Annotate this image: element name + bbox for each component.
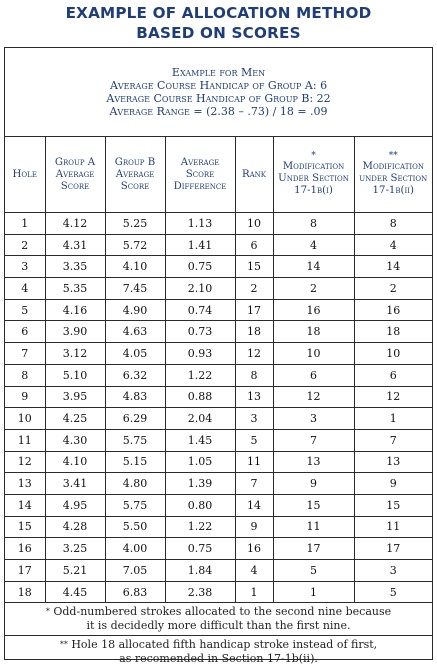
cell-group-b: 6.32 — [105, 364, 165, 386]
cell-group-b: 5.50 — [105, 516, 165, 538]
cell-mod1: 15 — [273, 494, 354, 516]
cell-mod2: 15 — [354, 494, 432, 516]
cell-mod1: 17 — [273, 538, 354, 560]
example-box — [5, 48, 432, 137]
cell-group-a: 4.28 — [45, 516, 105, 538]
cell-group-a: 3.41 — [45, 473, 105, 495]
cell-mod2: 14 — [354, 256, 432, 278]
example-group-b: Average Course Handicap of Group B: 22 — [106, 92, 331, 105]
title-line-1: EXAMPLE OF ALLOCATION METHOD — [65, 4, 372, 22]
cell-group-b: 4.10 — [105, 256, 165, 278]
cell-mod1: 9 — [273, 473, 354, 495]
cell-mod2: 16 — [354, 299, 432, 321]
cell-mod1: 18 — [273, 321, 354, 343]
cell-rank: 6 — [235, 234, 273, 256]
cell-rank: 9 — [235, 516, 273, 538]
cell-mod2: 18 — [354, 321, 432, 343]
header-mod2 — [354, 137, 432, 213]
cell-rank: 1 — [235, 581, 273, 603]
cell-rank: 7 — [235, 473, 273, 495]
footnote-2-mark: ** — [59, 640, 68, 650]
cell-hole: 14 — [5, 494, 45, 516]
cell-group-a: 3.90 — [45, 321, 105, 343]
header-group-a: Group A Average Score — [45, 137, 105, 213]
cell-group-b: 4.80 — [105, 473, 165, 495]
cell-rank: 5 — [235, 429, 273, 451]
cell-mod1: 7 — [273, 429, 354, 451]
cell-rank: 2 — [235, 278, 273, 300]
cell-difference: 0.74 — [165, 299, 235, 321]
cell-mod2: 17 — [354, 538, 432, 560]
cell-group-b: 5.75 — [105, 429, 165, 451]
cell-group-a: 3.95 — [45, 386, 105, 408]
footnote-1-mark: * — [45, 607, 50, 617]
cell-rank: 18 — [235, 321, 273, 343]
header-mod2-label: Modification under Section 17-1b(ii) — [359, 161, 428, 196]
cell-group-b: 4.63 — [105, 321, 165, 343]
cell-group-a: 4.12 — [45, 213, 105, 235]
cell-difference: 0.93 — [165, 343, 235, 365]
cell-rank: 12 — [235, 343, 273, 365]
header-hole: Hole — [5, 137, 45, 213]
cell-group-a: 3.35 — [45, 256, 105, 278]
allocation-table-frame — [4, 47, 433, 666]
cell-hole: 6 — [5, 321, 45, 343]
table-row — [5, 256, 432, 278]
document-title — [0, 3, 437, 43]
header-mod1 — [273, 137, 354, 213]
cell-group-a: 4.31 — [45, 234, 105, 256]
cell-group-a: 5.21 — [45, 560, 105, 582]
cell-hole: 7 — [5, 343, 45, 365]
cell-mod2: 1 — [354, 408, 432, 430]
cell-group-b: 5.15 — [105, 451, 165, 473]
table-row — [5, 581, 432, 603]
cell-group-b: 5.25 — [105, 213, 165, 235]
table-row — [5, 516, 432, 538]
cell-rank: 8 — [235, 364, 273, 386]
cell-mod1: 14 — [273, 256, 354, 278]
cell-mod1: 5 — [273, 560, 354, 582]
cell-rank: 10 — [235, 213, 273, 235]
cell-difference: 1.13 — [165, 213, 235, 235]
cell-difference: 2.04 — [165, 408, 235, 430]
table-row — [5, 429, 432, 451]
cell-mod2: 12 — [354, 386, 432, 408]
cell-mod1: 2 — [273, 278, 354, 300]
cell-mod2: 5 — [354, 581, 432, 603]
table-row — [5, 560, 432, 582]
cell-mod2: 6 — [354, 364, 432, 386]
cell-hole: 15 — [5, 516, 45, 538]
cell-mod1: 12 — [273, 386, 354, 408]
cell-mod1: 11 — [273, 516, 354, 538]
cell-rank: 13 — [235, 386, 273, 408]
cell-mod1: 4 — [273, 234, 354, 256]
cell-group-b: 4.90 — [105, 299, 165, 321]
cell-hole: 5 — [5, 299, 45, 321]
cell-difference: 0.88 — [165, 386, 235, 408]
footnote-2 — [5, 636, 432, 668]
cell-mod2: 10 — [354, 343, 432, 365]
table-row — [5, 213, 432, 235]
cell-group-a: 4.30 — [45, 429, 105, 451]
cell-difference: 1.45 — [165, 429, 235, 451]
cell-group-b: 5.72 — [105, 234, 165, 256]
cell-difference: 0.80 — [165, 494, 235, 516]
header-mod1-mark: * — [311, 151, 316, 161]
cell-mod1: 16 — [273, 299, 354, 321]
header-mod2-mark: ** — [388, 151, 398, 161]
cell-group-b: 7.45 — [105, 278, 165, 300]
example-heading: Example for Men — [171, 66, 266, 79]
cell-group-a: 4.95 — [45, 494, 105, 516]
cell-group-b: 4.00 — [105, 538, 165, 560]
header-rank: Rank — [235, 137, 273, 213]
cell-mod1: 3 — [273, 408, 354, 430]
cell-mod2: 9 — [354, 473, 432, 495]
cell-hole: 1 — [5, 213, 45, 235]
cell-group-b: 6.83 — [105, 581, 165, 603]
cell-group-b: 5.75 — [105, 494, 165, 516]
footnote-1-line-1: Odd-numbered strokes allocated to the second nine because — [53, 605, 392, 619]
table-row — [5, 299, 432, 321]
title-line-2: BASED ON SCORES — [136, 24, 301, 42]
cell-hole: 4 — [5, 278, 45, 300]
table-row — [5, 278, 432, 300]
cell-mod2: 7 — [354, 429, 432, 451]
cell-mod2: 8 — [354, 213, 432, 235]
cell-group-a: 3.25 — [45, 538, 105, 560]
cell-group-a: 4.45 — [45, 581, 105, 603]
cell-difference: 0.73 — [165, 321, 235, 343]
table-body — [5, 213, 432, 603]
cell-rank: 11 — [235, 451, 273, 473]
cell-group-a: 5.35 — [45, 278, 105, 300]
cell-difference: 0.75 — [165, 256, 235, 278]
cell-rank: 16 — [235, 538, 273, 560]
allocation-table — [5, 48, 432, 668]
cell-mod2: 13 — [354, 451, 432, 473]
table-row — [5, 494, 432, 516]
table-row — [5, 473, 432, 495]
cell-mod1: 6 — [273, 364, 354, 386]
cell-difference: 2.38 — [165, 581, 235, 603]
cell-hole: 18 — [5, 581, 45, 603]
cell-hole: 11 — [5, 429, 45, 451]
cell-group-b: 7.05 — [105, 560, 165, 582]
cell-hole: 2 — [5, 234, 45, 256]
table-row — [5, 408, 432, 430]
header-row — [5, 137, 432, 213]
table-row — [5, 386, 432, 408]
cell-group-b: 4.83 — [105, 386, 165, 408]
cell-difference: 1.05 — [165, 451, 235, 473]
footnote-1-line-2: it is decidedly more difficult than the first nine. — [86, 619, 351, 633]
cell-difference: 1.39 — [165, 473, 235, 495]
cell-group-a: 4.25 — [45, 408, 105, 430]
cell-difference: 2.10 — [165, 278, 235, 300]
cell-hole: 9 — [5, 386, 45, 408]
cell-group-b: 6.29 — [105, 408, 165, 430]
table-row — [5, 364, 432, 386]
cell-mod2: 11 — [354, 516, 432, 538]
table-row — [5, 234, 432, 256]
example-range: Average Range = (2.38 – .73) / 18 = .09 — [109, 105, 328, 118]
cell-group-a: 4.10 — [45, 451, 105, 473]
example-group-a: Average Course Handicap of Group A: 6 — [109, 79, 328, 92]
cell-hole: 13 — [5, 473, 45, 495]
table-row — [5, 451, 432, 473]
cell-hole: 8 — [5, 364, 45, 386]
cell-difference: 1.22 — [165, 516, 235, 538]
cell-mod2: 3 — [354, 560, 432, 582]
cell-rank: 3 — [235, 408, 273, 430]
table-row — [5, 343, 432, 365]
cell-mod1: 8 — [273, 213, 354, 235]
cell-mod2: 4 — [354, 234, 432, 256]
cell-hole: 17 — [5, 560, 45, 582]
cell-rank: 4 — [235, 560, 273, 582]
cell-mod1: 13 — [273, 451, 354, 473]
cell-mod2: 2 — [354, 278, 432, 300]
cell-rank: 17 — [235, 299, 273, 321]
cell-group-b: 4.05 — [105, 343, 165, 365]
footnote-2-line-1: Hole 18 allocated fifth handicap stroke instead of first, — [71, 638, 378, 652]
header-difference: Average Score Difference — [165, 137, 235, 213]
header-group-b: Group B Average Score — [105, 137, 165, 213]
cell-group-a: 4.16 — [45, 299, 105, 321]
table-row — [5, 538, 432, 560]
cell-hole: 16 — [5, 538, 45, 560]
cell-hole: 3 — [5, 256, 45, 278]
cell-mod1: 1 — [273, 581, 354, 603]
cell-difference: 1.22 — [165, 364, 235, 386]
cell-hole: 10 — [5, 408, 45, 430]
cell-mod1: 10 — [273, 343, 354, 365]
cell-hole: 12 — [5, 451, 45, 473]
cell-group-a: 3.12 — [45, 343, 105, 365]
cell-difference: 0.75 — [165, 538, 235, 560]
cell-difference: 1.41 — [165, 234, 235, 256]
header-mod1-label: Modification Under Section 17-1b(i) — [278, 161, 349, 196]
cell-difference: 1.84 — [165, 560, 235, 582]
cell-group-a: 5.10 — [45, 364, 105, 386]
footnote-2-line-2: as recomended in Section 17-1b(ii). — [119, 652, 318, 666]
table-row — [5, 321, 432, 343]
footnote-1 — [5, 603, 432, 636]
cell-rank: 15 — [235, 256, 273, 278]
cell-rank: 14 — [235, 494, 273, 516]
